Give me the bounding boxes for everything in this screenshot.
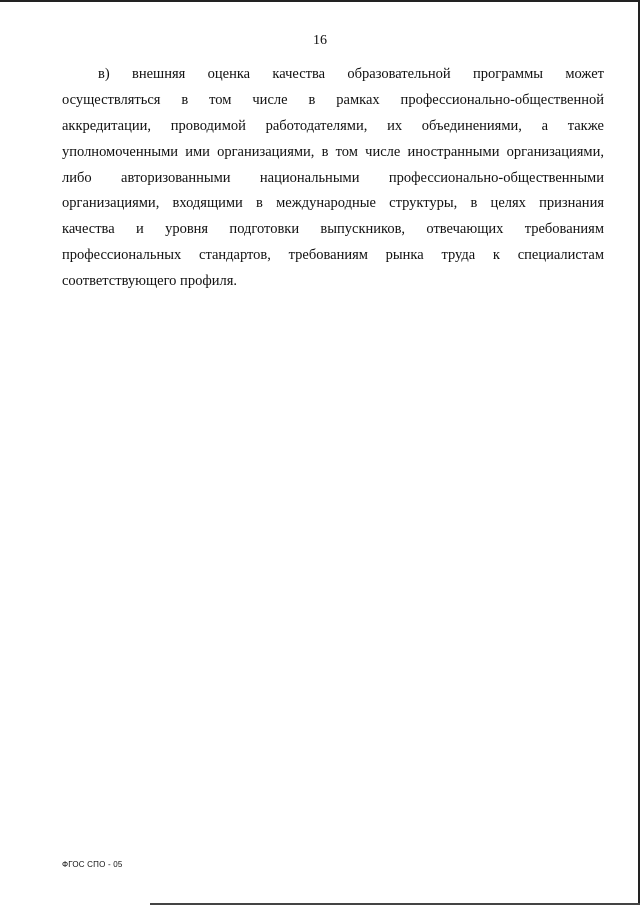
paragraph-line: либо авторизованными национальными профессионально-общественными: [62, 169, 604, 186]
page-border-top: [0, 0, 640, 2]
paragraph-line: осуществляться в том числе в рамках профессионально-общественной: [62, 91, 604, 108]
paragraph-line: профессиональных стандартов, требованиям рынка труда к специалистам: [62, 247, 604, 264]
paragraph-item-v: [62, 62, 604, 295]
footer-standard-code: ФГОС СПО - 05: [62, 860, 123, 869]
paragraph-line: организациями, входящими в международные структуры, в целях признания: [62, 195, 604, 212]
page-number: 16: [313, 33, 327, 48]
paragraph-line: уполномоченными ими организациями, в том числе иностранными организациями,: [62, 143, 604, 160]
paragraph-line: аккредитации, проводимой работодателями, их объединениями, а также: [62, 117, 604, 134]
paragraph-line: в) внешняя оценка качества образовательной программы может: [98, 66, 604, 82]
paragraph-line: соответствующего профиля.: [62, 273, 238, 290]
paragraph-line: качества и уровня подготовки выпускников, отвечающих требованиям: [62, 221, 604, 238]
